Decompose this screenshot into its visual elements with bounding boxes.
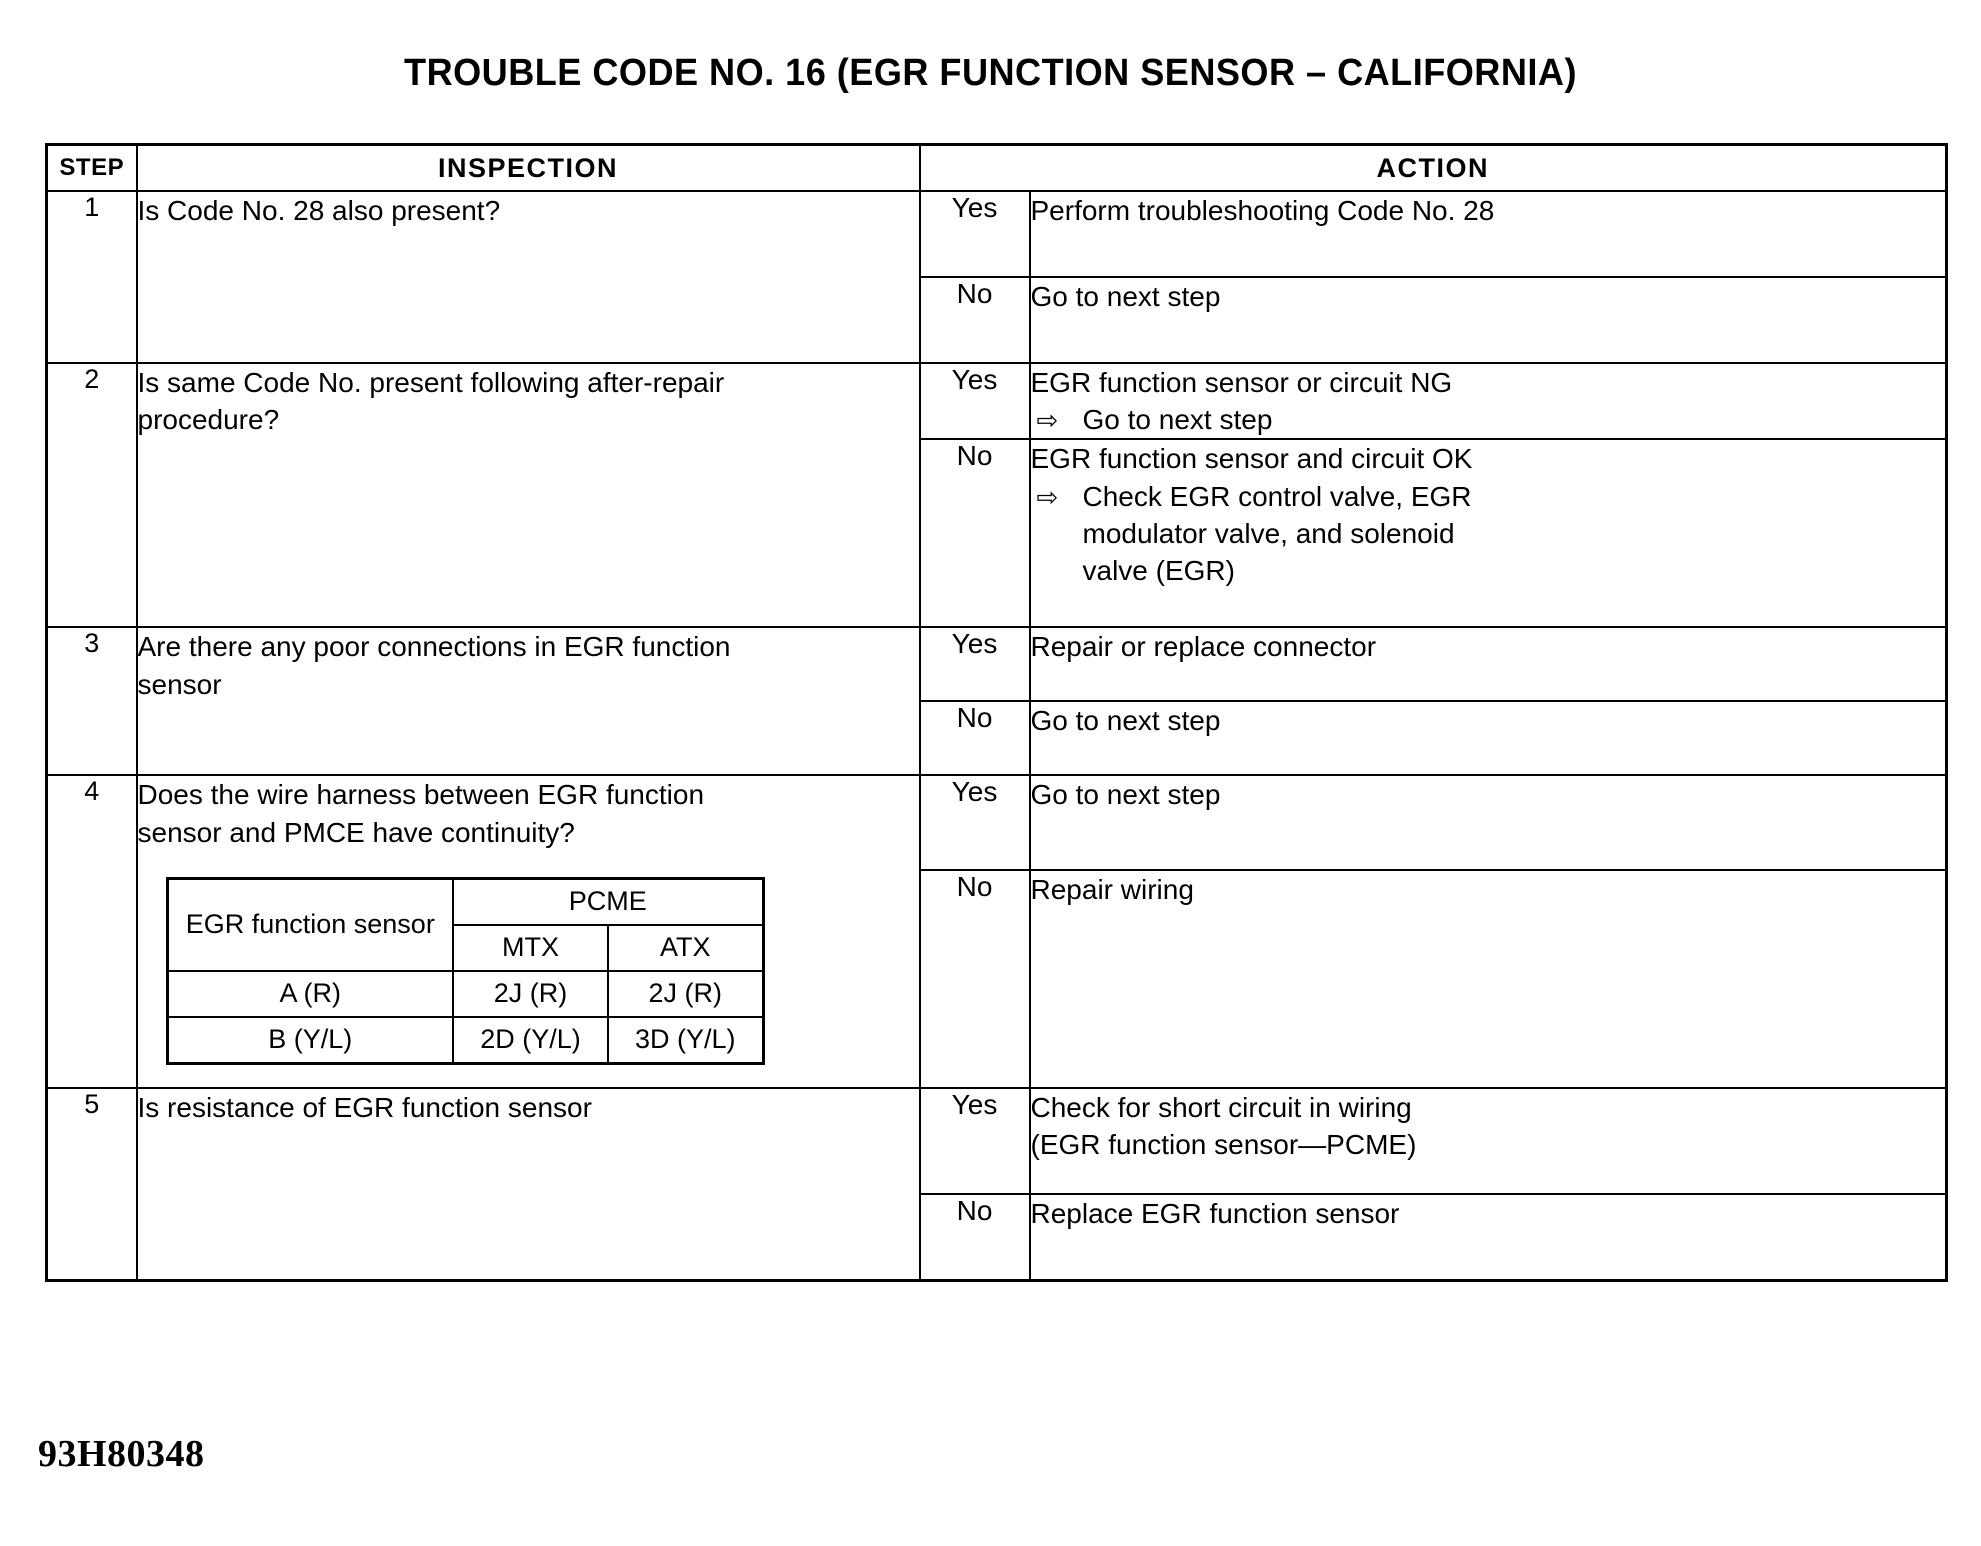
right-arrow-icon: ⇨ [1036,481,1059,512]
action-text [1030,870,1947,1087]
inspection-line: procedure? [137,404,280,436]
action-text [1030,1088,1947,1194]
action-text [1030,277,1947,363]
page-title: TROUBLE CODE NO. 16 (EGR FUNCTION SENSOR – CALIFORNIA) [404,52,1577,94]
action-line: modulator valve, and solenoid [1082,517,1455,549]
wiring-row [167,971,763,1017]
table-row [47,191,1947,277]
action-line: EGR function sensor or circuit NG [1030,367,1453,398]
action-line: (EGR function sensor—PCME) [1030,1129,1417,1161]
action-text [1030,363,1947,439]
branch-label-no: No [920,439,1030,627]
table-header-row [47,145,1947,192]
inspection-line: Is Code No. 28 also present? [137,195,501,226]
wiring-cell-atx: 2J (R) [608,971,763,1017]
step-number: 3 [47,627,137,775]
action-line: Repair wiring [1030,874,1194,906]
action-line: Perform troubleshooting Code No. 28 [1030,195,1495,226]
action-line: Go to next step [1030,705,1221,737]
inspection-text [137,191,920,363]
branch-label-yes: Yes [920,627,1030,701]
wiring-cell-mtx: 2J (R) [453,971,608,1017]
column-header-step: STEP [47,145,137,192]
troubleshooting-table-wrapper [45,143,1945,1282]
step-number: 5 [47,1088,137,1281]
step-number: 4 [47,775,137,1087]
inspection-line: Is same Code No. present following after-repair [137,367,725,398]
wiring-cell-sensor: B (Y/L) [167,1017,453,1064]
action-text [1030,701,1947,775]
branch-label-yes: Yes [920,1088,1030,1194]
action-line: Check EGR control valve, EGR [1082,480,1472,512]
action-line: Go to next step [1030,281,1221,312]
wiring-header-pcme: PCME [453,878,763,925]
wiring-cell-sensor: A (R) [167,971,453,1017]
wiring-cell-atx: 3D (Y/L) [608,1017,763,1064]
inspection-line: Is resistance of EGR function sensor [137,1091,592,1123]
wiring-subtable-wrapper [138,851,919,1087]
inspection-text [137,363,920,627]
action-text [1030,627,1947,701]
branch-label-no: No [920,1194,1030,1281]
wiring-subtable [166,877,765,1065]
inspection-text [137,1088,920,1281]
wiring-header-row [167,878,763,925]
inspection-line: sensor [137,668,222,700]
wiring-header-atx: ATX [608,925,763,971]
column-header-inspection: INSPECTION [137,145,920,192]
action-arrow-line [1031,478,1946,515]
table-row [47,627,1947,701]
branch-label-no: No [920,870,1030,1087]
branch-label-yes: Yes [920,775,1030,870]
table-row [47,775,1947,870]
inspection-text [137,775,920,1087]
troubleshooting-table [45,143,1948,1282]
step-number: 1 [47,191,137,363]
action-line: EGR function sensor and circuit OK [1030,443,1473,475]
action-text [1030,439,1947,627]
inspection-line: sensor and PMCE have continuity? [137,816,575,848]
action-arrow-line [1031,401,1946,438]
action-line: Replace EGR function sensor [1030,1197,1400,1229]
branch-label-no: No [920,277,1030,363]
table-row [47,1088,1947,1194]
wiring-row [167,1017,763,1064]
inspection-line: Are there any poor connections in EGR function [137,631,731,663]
action-line: Go to next step [1082,404,1273,436]
column-header-action: ACTION [920,145,1947,192]
right-arrow-icon: ⇨ [1036,405,1059,436]
step-number: 2 [47,363,137,627]
inspection-line: Does the wire harness between EGR function [137,779,705,811]
footer-reference-code: 93H80348 [38,1433,205,1475]
action-text [1030,775,1947,870]
branch-label-yes: Yes [920,363,1030,439]
action-line: valve (EGR) [1082,555,1235,587]
action-line: Repair or replace connector [1030,631,1377,663]
action-text [1030,1194,1947,1281]
action-line: Check for short circuit in wiring [1030,1091,1412,1123]
table-row [47,363,1947,439]
action-text [1030,191,1947,277]
wiring-cell-mtx: 2D (Y/L) [453,1017,608,1064]
action-line: Go to next step [1030,779,1221,811]
wiring-header-sensor: EGR function sensor [167,878,453,971]
branch-label-no: No [920,701,1030,775]
wiring-header-mtx: MTX [453,925,608,971]
branch-label-yes: Yes [920,191,1030,277]
inspection-text [137,627,920,775]
